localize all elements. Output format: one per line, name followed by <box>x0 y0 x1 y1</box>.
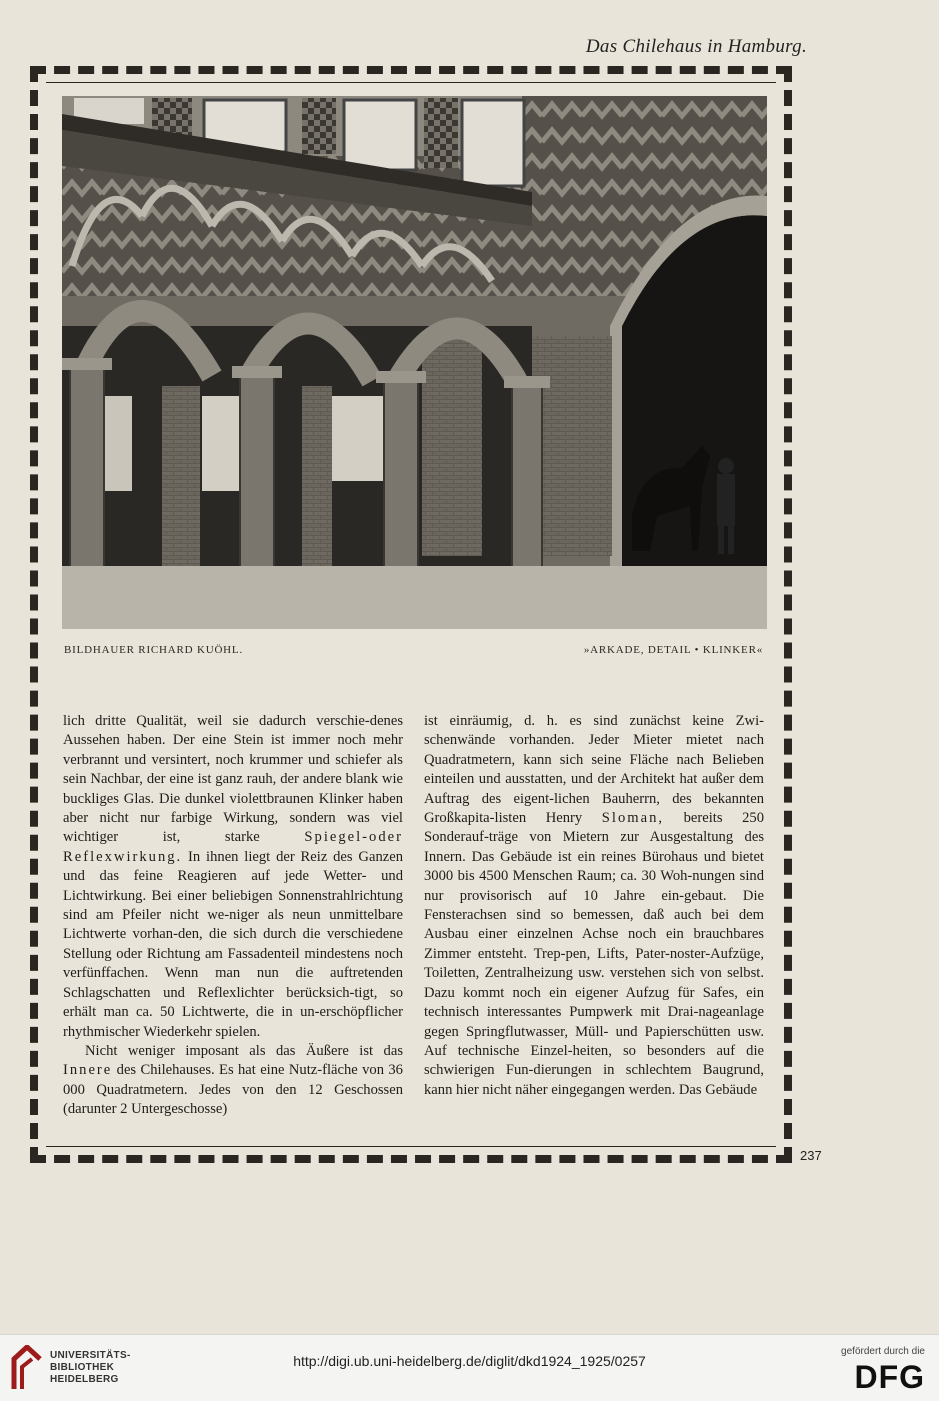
text-run: des Chilehauses. Es hat eine Nutz-fläche von 36 000 Quadratmetern. Jedes von den 12 Geschossen (darunter 2 Untergeschosse) <box>63 1062 403 1118</box>
funding-note: gefördert durch die <box>841 1346 925 1357</box>
photo-caption-sculptor: BILDHAUER RICHARD KUÖHL. <box>64 644 244 656</box>
text-run: In ihnen liegt der Reiz des Ganzen und das feine Reagieren auf jede Wetter- und Lichtwirkung. Bei einer beliebigen Sonnenstrahlrichtung sind am Pfeiler nicht we-niger als neun unmittelbare Lichtwerte vorhan-den, die sich durch die verschiedene Stellung oder Richtung am Fassadenteil mindestens noch verfünffachen. Wenn man nun die auftretenden Schlagschatten und Reflexlichter berücksich-tigt, so erhält man ca. 50 Lichtwerte, die in un-erschöpflicher rhythmischer Wiederkehr spielen. <box>63 848 403 1040</box>
arcade-photo-icon <box>62 96 767 629</box>
paragraph <box>424 712 764 1100</box>
arcade-photograph <box>62 96 767 629</box>
library-name-line: UNIVERSITÄTS- <box>50 1350 131 1361</box>
dfg-logo: DFG <box>854 1359 925 1395</box>
text-run: ist einräumig, d. h. es sind zunächst keine Zwi-schenwände vorhanden. Jeder Mieter mietet nach Quadratmetern, kann sich seine Fläche nach Belieben einteilen und ausstatten, und der Architekt hat außer dem Auftrag des eigent-lichen Bauherrn, des bekannten Großkapita-listen Henry <box>424 713 764 827</box>
emphasis: Innere <box>63 1062 113 1079</box>
emphasis: Spiegel-oder Reflexwirkung. <box>63 829 403 865</box>
text-run: bereits 250 Sonderauf-träge von Mietern zur Ausgestaltung des Innern. Das Gebäude ist ein reines Bürohaus und bietet 3000 bis 4500 Menschen Raum; ca. 30 Woh-nungen sind nur provisorisch auf 10 Jahre ein-gebaut. Die Fensterachsen sind so bemessen, daß auch bei dem Ausbau einer einzelnen Achse noch ein brauchbares Zimmer entsteht. Trep-pen, Lifts, Pater-noster-Aufzüge, Toiletten, Zentralheizung usw. verstehen sich von selbst. Dazu kommt noch ein eigener Aufzug für Safes, ein technisch interessantes Pumpwerk mit Drai-nageanlage gegen Springflutwasser, Müll- und Papierschütten usw. Auf technische Einzel-heiten, so besonders auf die schwierigen Fun-dierungen in schlechtem Baugrund, kann hier nicht näher eingegangen werden. Das Gebäude <box>424 810 764 1098</box>
permalink[interactable]: http://digi.ub.uni-heidelberg.de/diglit/dkd1924_1925/0257 <box>293 1353 646 1369</box>
library-name-line: HEIDELBERG <box>50 1374 119 1385</box>
paragraph <box>63 1042 403 1120</box>
viewer-footer <box>0 1334 939 1401</box>
text-run: Nicht weniger imposant als das Äußere ist das <box>85 1042 403 1059</box>
photo-caption-title: »ARKADE, DETAIL • KLINKER« <box>583 644 763 656</box>
emphasis: Sloman, <box>601 810 665 827</box>
library-name-line: BIBLIOTHEK <box>50 1362 115 1373</box>
text-column-right <box>424 712 764 1100</box>
page-number: 237 <box>800 1148 822 1163</box>
running-head: Das Chilehaus in Hamburg. <box>585 36 807 57</box>
text-column-left <box>63 712 403 1120</box>
text-run: lich dritte Qualität, weil sie dadurch verschie-denes Aussehen haben. Der eine Stein ist immer noch mehr verbrannt und versintert, noch krummer und schiefer als sein Nachbar, der eine ist ganz rauh, der andere blank wie buckliges Glas. Die dunkel violettbraunen Klinker haben aber nicht nur farbige Wirkung, sondern was viel wichtiger ist, starke <box>63 713 403 846</box>
paragraph <box>63 712 403 1042</box>
